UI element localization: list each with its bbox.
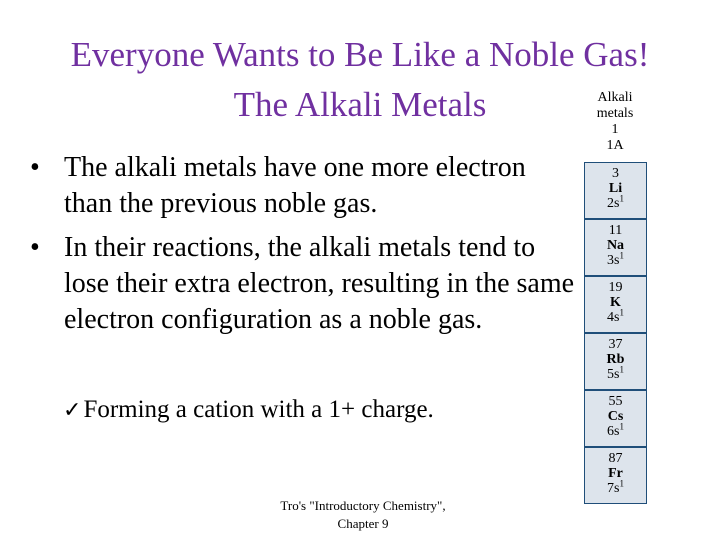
element-cell-na — [585, 220, 646, 275]
bullet-text: In their reactions, the alkali metals tend to lose their extra electron, resulting in the same electron configuration as a noble gas. — [64, 232, 575, 335]
bullet-marker: • — [30, 152, 40, 183]
element-symbol: K — [610, 295, 621, 310]
atomic-number: 55 — [608, 394, 623, 409]
sub-bullet — [63, 393, 434, 428]
group-label-1: Alkali — [597, 90, 633, 105]
check-mark-icon: ✓ — [63, 398, 82, 423]
bullet-item — [30, 150, 575, 222]
slide-footer — [258, 497, 468, 533]
element-cell-li — [585, 163, 646, 218]
atomic-number: 19 — [608, 280, 623, 295]
group-header — [584, 90, 646, 154]
footer-line-2: Chapter 9 — [337, 516, 389, 531]
electron-config: $5s^1$ — [607, 364, 624, 382]
group-number: 1 — [611, 122, 619, 137]
bullet-text: The alkali metals have one more electron than the previous noble gas. — [64, 152, 526, 219]
element-symbol: Cs — [607, 409, 624, 424]
title-line-1: Everyone Wants to Be Like a Noble Gas! — [70, 35, 650, 74]
element-symbol: Fr — [608, 466, 623, 481]
footer-line-1: Tro's "Introductory Chemistry", — [280, 498, 446, 513]
bullet-list — [30, 150, 575, 346]
atomic-number: 11 — [608, 223, 623, 238]
element-cell-cs — [585, 391, 646, 446]
electron-config: $2s^1$ — [607, 193, 624, 211]
element-cell-k — [585, 277, 646, 332]
atomic-number: 87 — [608, 451, 623, 466]
atomic-number: 37 — [608, 337, 623, 352]
element-symbol: Rb — [606, 352, 625, 367]
group-code: 1A — [606, 138, 624, 153]
group-label-2: metals — [596, 106, 634, 121]
element-symbol: Na — [606, 238, 625, 253]
electron-config: $6s^1$ — [607, 421, 624, 439]
element-cell-fr — [585, 448, 646, 503]
element-symbol: Li — [608, 181, 623, 196]
atomic-number: 3 — [612, 166, 619, 181]
element-cell-rb — [585, 334, 646, 389]
electron-config: $3s^1$ — [607, 250, 624, 268]
electron-config: $7s^1$ — [607, 478, 624, 496]
electron-config: $4s^1$ — [607, 307, 624, 325]
title-line-2: The Alkali Metals — [233, 85, 487, 124]
bullet-item — [30, 230, 575, 338]
bullet-marker: • — [30, 232, 40, 263]
alkali-metals-column — [584, 162, 647, 504]
sub-bullet-text: Forming a cation with a 1+ charge. — [83, 396, 434, 423]
